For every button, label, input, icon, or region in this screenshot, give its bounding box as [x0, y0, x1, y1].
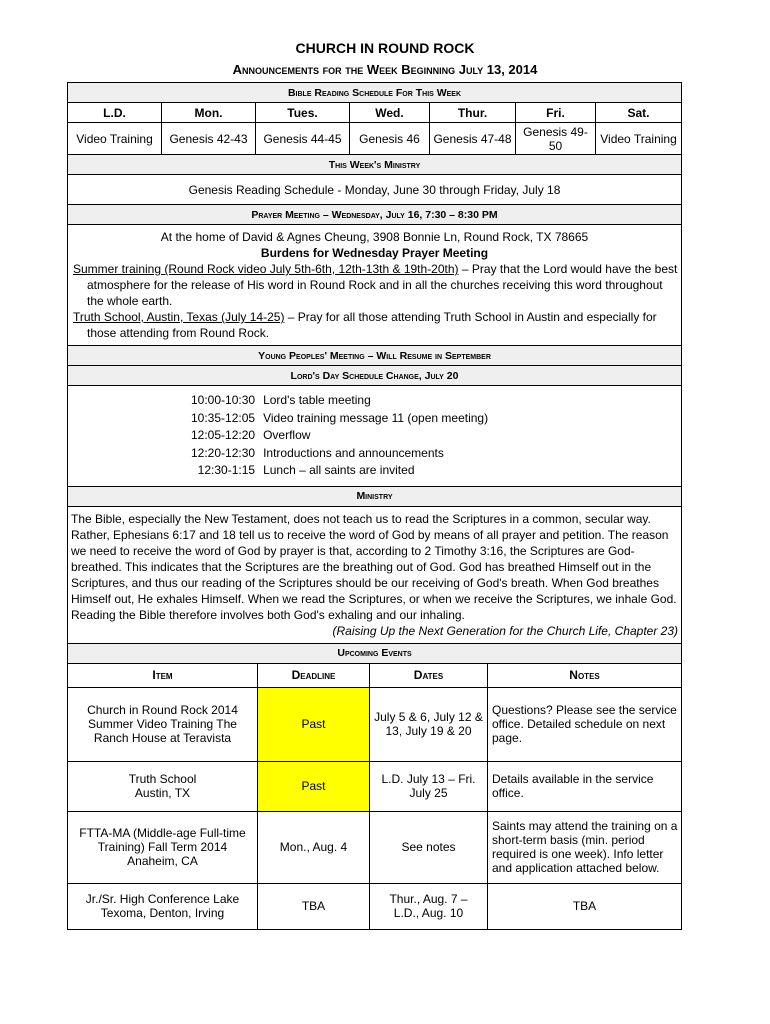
event-dates: See notes — [370, 811, 488, 883]
burden-link: Summer training (Round Rock video July 5th-6th, 12th-13th & 19th-20th) — [73, 262, 459, 276]
event-deadline: Mon., Aug. 4 — [258, 811, 370, 883]
event-dates: Thur., Aug. 7 – L.D., Aug. 10 — [370, 883, 488, 929]
burden-item: Summer training (Round Rock video July 5th-6th, 12th-13th & 19th-20th) – Pray that the Lord would have the best atmosphere for the release of His word in Round Rock and in all the churches receiving this word throughout the whole earth. — [73, 262, 678, 308]
column-header: Item — [68, 663, 258, 687]
prayer-meeting-heading: Prayer Meeting – Wednesday, July 16, 7:30 – 8:30 PM — [68, 205, 682, 225]
lords-day-schedule — [68, 386, 682, 487]
event-item: Jr./Sr. High Conference Lake Texoma, Denton, Irving — [68, 883, 258, 929]
event-notes: Saints may attend the training on a short-term basis (min. period required is one week). Info letter and application attached below. — [488, 811, 682, 883]
event-deadline: Past — [258, 761, 370, 811]
event-dates: July 5 & 6, July 12 & 13, July 19 & 20 — [370, 687, 488, 761]
day-header: L.D. — [68, 103, 162, 123]
event-row — [68, 687, 682, 761]
ministry-citation: (Raising Up the Next Generation for the Church Life, Chapter 23) — [332, 623, 678, 638]
burden-link: Truth School, Austin, Texas (July 14-25) — [73, 310, 285, 324]
schedule-item: 10:00-10:30 Lord's table meeting — [191, 393, 371, 407]
page-title: CHURCH IN ROUND ROCK — [295, 40, 475, 56]
ministry-text: The Bible, especially the New Testament, does not teach us to read the Scriptures in a common, secular way. Rather, Ephesians 6:17 and 18 tell us to receive the word of God by means of all prayer and petition. The reason we need to receive the word of God by prayer is that, according to 2 Timothy 3:16, the Scriptures are God-breathed. This indicates that the Scriptures are the breathing out of God. God has breathed Himself out in the Scriptures, and thus our reading of the Scriptures should be our receiving of God's breath. When God breathes Himself out, He exhales Himself. When we read the Scriptures, or when we receive the Scriptures, we inhale God. Reading the Bible therefore involves both God's exhaling and our inhaling. — [71, 511, 677, 622]
reading-cell: Video Training — [68, 123, 162, 155]
day-header: Sat. — [596, 103, 682, 123]
reading-cell: Genesis 46 — [350, 123, 430, 155]
young-peoples-heading: Young Peoples' Meeting – Will Resume in September — [68, 346, 682, 366]
day-header: Mon. — [162, 103, 256, 123]
schedule-item: 10:35-12:05 Video training message 11 (open meeting) — [191, 410, 489, 425]
bible-reading-row — [68, 123, 682, 155]
event-item: FTTA-MA (Middle-age Full-time Training) Fall Term 2014 Anaheim, CA — [68, 811, 258, 883]
announcements-document — [67, 82, 681, 930]
prayer-location: At the home of David & Agnes Cheung, 3908 Bonnie Ln, Round Rock, TX 78665 — [160, 230, 589, 244]
event-dates: L.D. July 13 – Fri. July 25 — [370, 761, 488, 811]
bible-reading-heading: Bible Reading Schedule For This Week — [68, 83, 682, 103]
burdens-title: Burdens for Wednesday Prayer Meeting — [260, 246, 489, 260]
burden-item: Truth School, Austin, Texas (July 14-25) – Pray for all those attending Truth School in Austin and especially for those attending from Round Rock. — [73, 310, 657, 340]
schedule-item: 12:05-12:20 Overflow — [191, 428, 311, 442]
column-header: Notes — [488, 663, 682, 687]
day-header: Thur. — [430, 103, 516, 123]
reading-cell: Genesis 49-50 — [516, 123, 596, 155]
event-item: Truth School Austin, TX — [68, 761, 258, 811]
events-header-row — [68, 663, 682, 687]
day-header: Fri. — [516, 103, 596, 123]
event-item: Church in Round Rock 2014 Summer Video Training The Ranch House at Teravista — [68, 687, 258, 761]
column-header: Dates — [370, 663, 488, 687]
event-notes: Details available in the service office. — [488, 761, 682, 811]
lords-day-heading: Lord's Day Schedule Change, July 20 — [68, 366, 682, 386]
reading-cell: Video Training — [596, 123, 682, 155]
column-header: Deadline — [258, 663, 370, 687]
event-row — [68, 883, 682, 929]
main-table — [67, 82, 682, 644]
schedule-item: 12:30-1:15 Lunch – all saints are invited — [197, 463, 415, 477]
day-header: Wed. — [350, 103, 430, 123]
weekly-ministry-text: Genesis Reading Schedule - Monday, June 30 through Friday, July 18 — [68, 175, 682, 205]
ministry-heading: Ministry — [68, 486, 682, 506]
events-table — [67, 643, 682, 930]
reading-cell: Genesis 44-45 — [256, 123, 350, 155]
day-header: Tues. — [256, 103, 350, 123]
event-notes: Questions? Please see the service office. Detailed schedule on next page. — [488, 687, 682, 761]
event-deadline: Past — [258, 687, 370, 761]
events-heading: Upcoming Events — [68, 643, 682, 663]
prayer-meeting-block — [68, 225, 682, 346]
event-row — [68, 761, 682, 811]
ministry-excerpt — [68, 506, 682, 643]
event-row — [68, 811, 682, 883]
event-deadline: TBA — [258, 883, 370, 929]
event-notes: TBA — [488, 883, 682, 929]
reading-cell: Genesis 47-48 — [430, 123, 516, 155]
bible-reading-days-row — [68, 103, 682, 123]
weekly-ministry-heading: This Week's Ministry — [68, 155, 682, 175]
page-subtitle: Announcements for the Week Beginning July 13, 2014 — [232, 62, 538, 77]
reading-cell: Genesis 42-43 — [162, 123, 256, 155]
schedule-item: 12:20-12:30 Introductions and announcements — [191, 445, 444, 460]
